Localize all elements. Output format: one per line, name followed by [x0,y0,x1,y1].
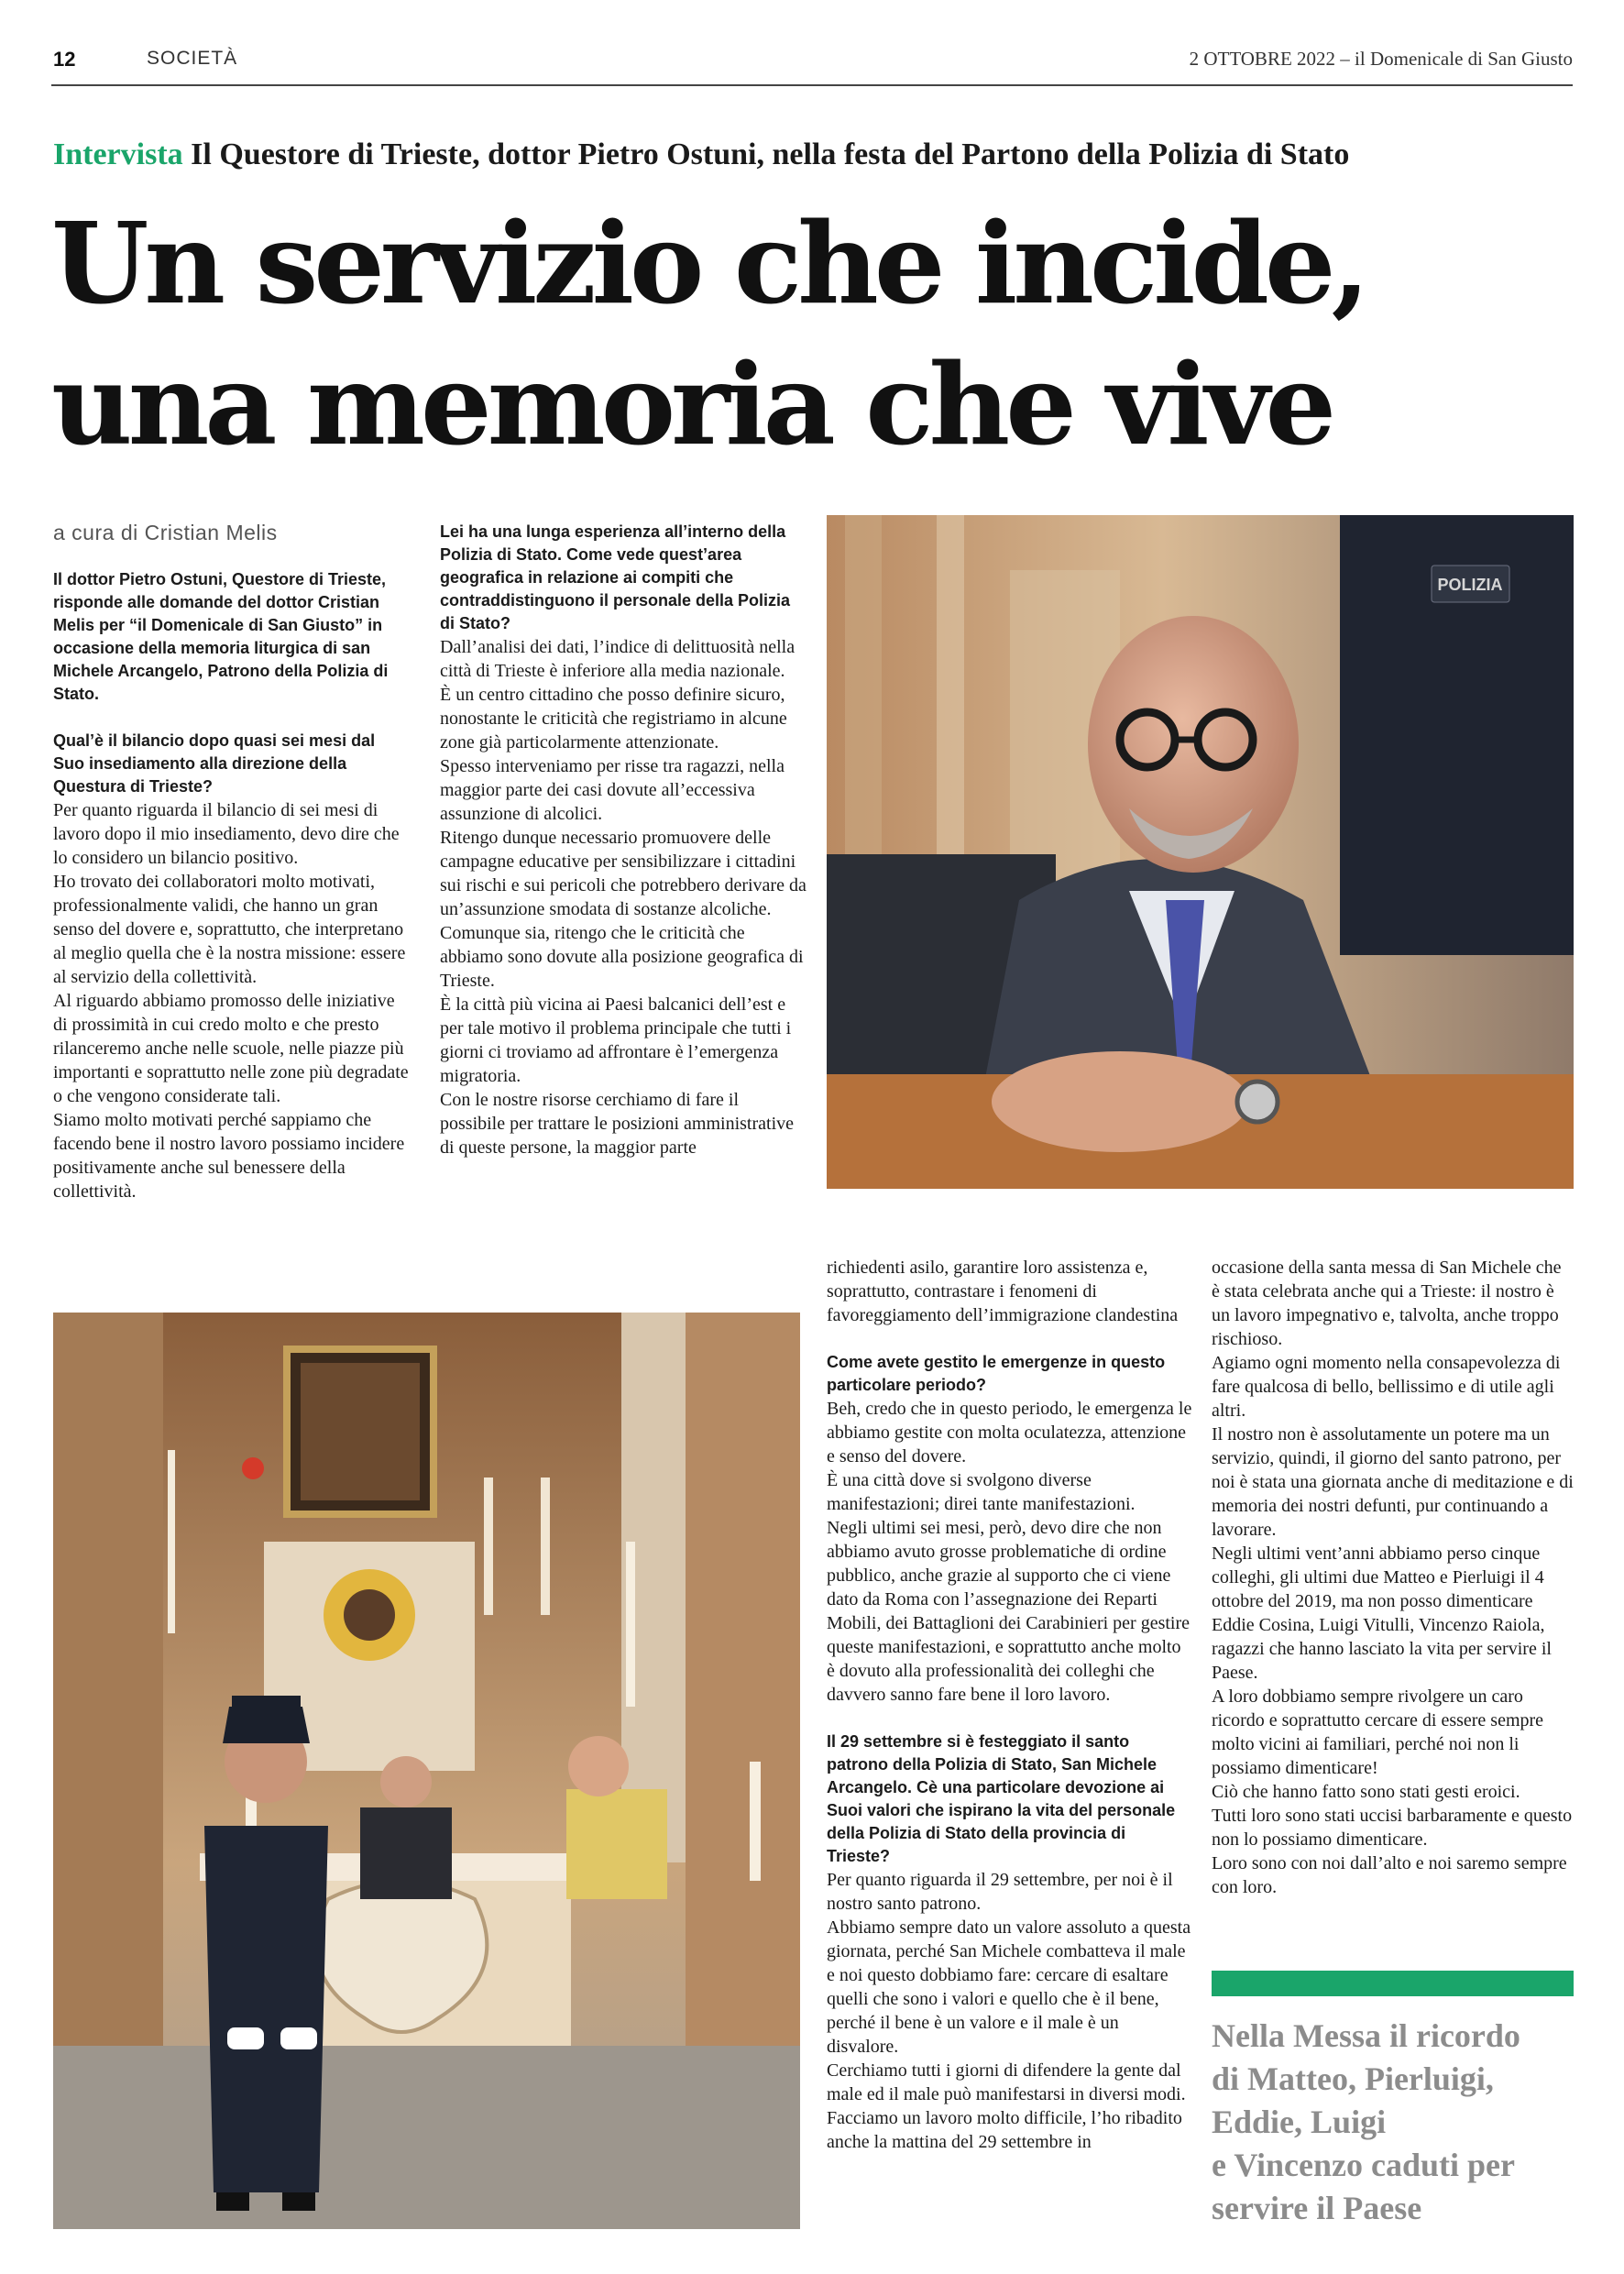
paragraph: Con le nostre risorse cerchiamo di fare il possibile per trattare le posizioni amministrative di queste persone, la maggior parte [440,1090,795,1158]
paragraph: È un centro cittadino che posso definire sicuro, nonostante le criticità che registriamo in alcune zone già particolarmente attenzionate. [440,685,787,753]
paragraph: Agiamo ogni momento nella consapevolezza di fare qualcosa di bello, bellissimo e di utile agli altri. [1212,1353,1561,1421]
paragraph: Loro sono con noi dall’alto e noi saremo sempre con loro. [1212,1853,1567,1897]
paragraph: Ritengo dunque necessario promuovere delle campagne educative per sensibilizzare i cittadini sui rischi e sui pericoli che potrebbero derivare da un’assunzione smodata di sostanze alcoliche. [440,828,807,919]
question-2: Lei ha una lunga esperienza all’interno della Polizia di Stato. Come vede quest’area geografica in relazione ai compiti che contraddistinguono il personale della Polizia di Stato? [440,522,791,632]
pull-quote-line: Eddie, Luigi [1212,2104,1387,2140]
paragraph: Facciamo un lavoro molto difficile, l’ho ribadito anche la mattina del 29 settembre in [827,2108,1182,2152]
paragraph: richiedenti asilo, garantire loro assistenza e, soprattutto, contrastare i fenomeni di favoreggiamento dell’immigrazione clandestina [827,1258,1179,1325]
article-column-3 [827,1256,1193,2154]
paragraph: Per quanto riguarda il bilancio di sei mesi di lavoro dopo il mio insediamento, devo dire che lo considero un bilancio positivo. [53,800,400,868]
page-number: 12 [53,48,76,71]
byline: a cura di Cristian Melis [53,521,278,544]
paragraph: Ho trovato dei collaboratori molto motivati, professionalmente validi, che hanno un gran senso del dovere e, soprattutto, che interpretano al meglio quella che è la nostra missione: essere al servizio della collettività. [53,872,406,987]
paragraph: Dall’analisi dei dati, l’indice di delittuosità nella città di Trieste è inferiore alla media nazionale. [440,637,796,681]
paragraph: È la città più vicina ai Paesi balcanici dell’est e per tale motivo il problema principale che tutti i giorni ci troviamo ad affrontare è l’emergenza migratoria. [440,994,792,1086]
headline-line-2: una memoria che vive [51,338,1333,470]
kicker-label: Intervista [53,137,183,171]
paragraph: A loro dobbiamo sempre rivolgere un caro ricordo e soprattutto cercare di essere sempre molto vicini ai familiari, perché noi non li possiamo dimenticare! [1212,1686,1544,1778]
section-name: SOCIETÀ [147,48,238,69]
paragraph: Cerchiamo tutti i giorni di difendere la gente dal male ed il male può manifestarsi in diversi modi. [827,2060,1186,2104]
questore-photo [827,515,1574,1189]
paragraph: Spesso interveniamo per risse tra ragazzi, nella maggior parte dei casi dovute all’eccessiva assunzione di alcolici. [440,756,785,824]
paragraph: Negli ultimi vent’anni abbiamo perso cinque colleghi, gli ultimi due Matteo e Pierluigi il 4 ottobre del 2019, ma non posso dimenticare Eddie Cosina, Luigi Vitulli, Vincenzo Raiola, ragazzi che hanno lasciato la vita per servire il Paese. [1212,1543,1552,1683]
pull-quote-bar [1212,1971,1574,1996]
question-4: Il 29 settembre si è festeggiato il santo patrono della Polizia di Stato, San Michele Arcangelo. Cè una particolare devozione ai Suoi valori che ispirano la vita del personale della Polizia di Stato della provincia di Trieste? [827,1732,1176,1865]
question-3: Come avete gestito le emergenze in questo particolare periodo? [827,1353,1166,1394]
pull-quote-line: servire il Paese [1212,2190,1422,2226]
pull-quote [1212,2015,1578,2230]
paragraph: Negli ultimi sei mesi, però, devo dire che non abbiamo avuto grosse problematiche di ordine pubblico, anche grazie al supporto che ci viene dato da Roma con l’assegnazione dei Reparti Mobili, dei Battaglioni dei Carabinieri per gestire queste manifestazioni, e soprattutto anche molto è dovuto alla professionalità dei colleghi che davvero sanno fare bene il loro lavoro. [827,1518,1191,1705]
headline-line-1: Un servizio che incide, [51,197,1366,329]
paragraph: Tutti loro sono stati uccisi barbaramente e questo non lo possiamo dimenticare. [1212,1806,1573,1850]
article-column-1 [53,568,411,1203]
pull-quote-line: di Matteo, Pierluigi, [1212,2060,1494,2097]
paragraph: Beh, credo che in questo periodo, le emergenza le abbiamo gestite con molta oculatezza, attenzione e senso del dovere. [827,1399,1192,1467]
paragraph: È una città dove si svolgono diverse manifestazioni; direi tante manifestazioni. [827,1470,1136,1514]
pull-quote-line: e Vincenzo caduti per [1212,2147,1515,2183]
article-column-4 [1212,1256,1574,1899]
kicker [53,137,1349,172]
paragraph: Per quanto riguarda il 29 settembre, per noi è il nostro santo patrono. [827,1870,1173,1914]
header-date-paper: 2 OTTOBRE 2022 – il Domenicale di San Giusto [1189,48,1573,70]
church-ceremony-photo [53,1313,800,2229]
paragraph: Comunque sia, ritengo che le criticità che abbiamo sono dovute alla posizione geografica di Trieste. [440,923,804,991]
paragraph: Al riguardo abbiamo promosso delle iniziative di prossimità in cui credo molto e che presto rilanceremo anche nelle scuole, nelle piazze più importanti e soprattutto nelle zone più degradate o che vengono considerate tali. [53,991,409,1106]
header-rule [51,84,1573,86]
headline [51,192,1573,475]
intro-paragraph: Il dottor Pietro Ostuni, Questore di Trieste, risponde alle domande del dottor Cristian Melis per “il Domenicale di San Giusto” in occasione della memoria liturgica di san Michele Arcangelo, Patrono della Polizia di Stato. [53,570,389,703]
paragraph: Il nostro non è assolutamente un potere ma un servizio, quindi, il giorno del santo patrono, per noi è stata una giornata anche di meditazione e di memoria dei nostri defunti, pur continuando a lavorare. [1212,1424,1574,1540]
pull-quote-line: Nella Messa il ricordo [1212,2017,1520,2054]
paragraph: Siamo molto motivati perché sappiamo che facendo bene il nostro lavoro possiamo incidere positivamente anche sul benessere della collettività. [53,1110,405,1202]
article-column-2 [440,521,807,1159]
paragraph: Abbiamo sempre dato un valore assoluto a questa giornata, perché San Michele combatteva il male e noi questo dobbiamo fare: cercare di esaltare quelli che sono i valori e quello che è il bene, perché il bene è un valore e il male è un disvalore. [827,1917,1191,2057]
kicker-text: Il Questore di Trieste, dottor Pietro Ostuni, nella festa del Partono della Polizia di Stato [191,137,1350,171]
paragraph: occasione della santa messa di San Michele che è stata celebrata anche qui a Trieste: il nostro è un lavoro impegnativo e, talvolta, anche troppo rischioso. [1212,1258,1562,1349]
polizia-badge-text: POLIZIA [1437,576,1503,594]
paragraph: Ciò che hanno fatto sono stati gesti eroici. [1212,1782,1520,1802]
question-1: Qual’è il bilancio dopo quasi sei mesi dal Suo insediamento alla direzione della Questura di Trieste? [53,731,376,796]
